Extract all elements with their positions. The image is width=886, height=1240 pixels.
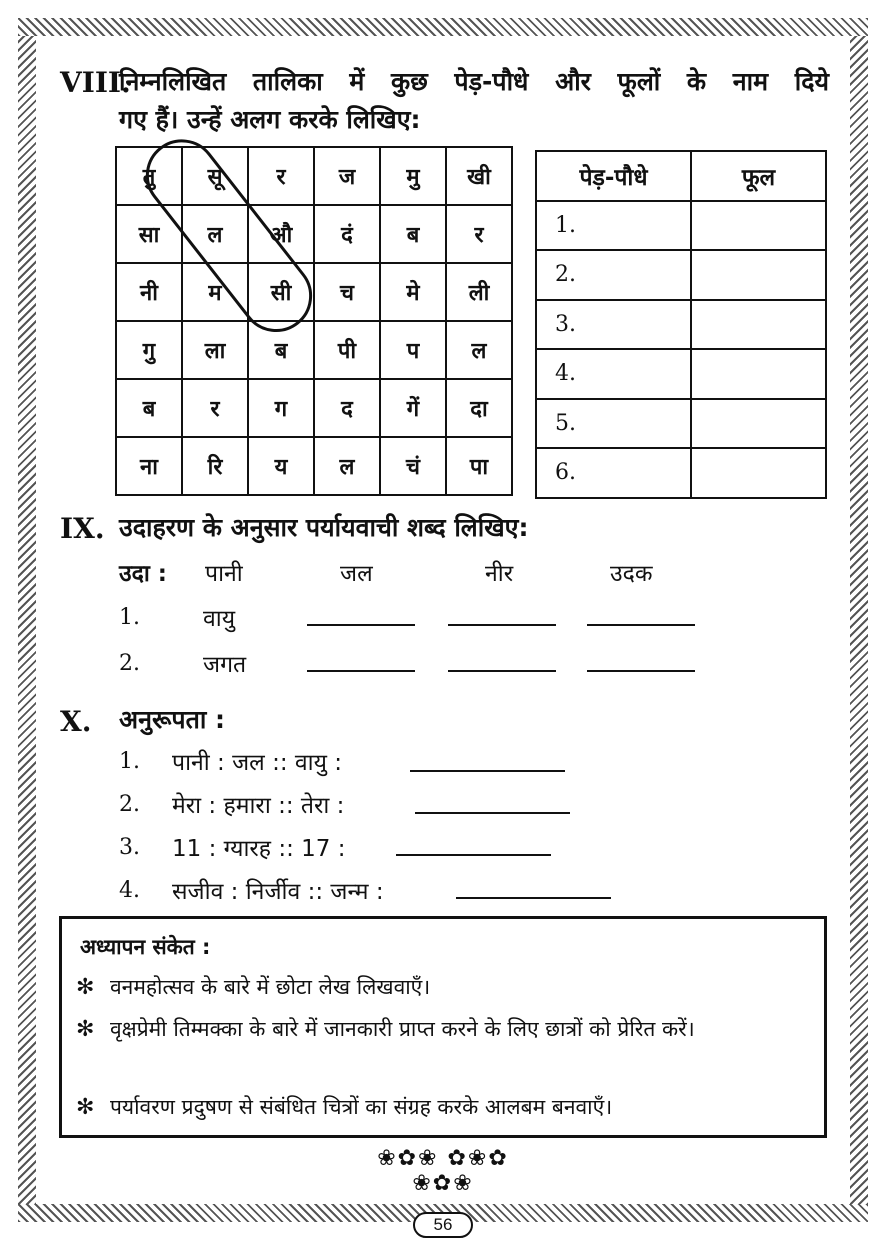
answer-row-number[interactable]: 4.: [536, 349, 691, 399]
floral-ornament-icon: ❀✿❀ ✿❀✿ ❀✿❀: [377, 1146, 509, 1196]
grid-cell: ला: [182, 321, 248, 379]
example-synonym-3: उदक: [610, 561, 653, 587]
example-synonym-1: जल: [340, 561, 373, 587]
answer-blank[interactable]: [415, 812, 570, 814]
answer-row: [536, 349, 826, 399]
section-9-title: उदाहरण के अनुसार पर्यायवाची शब्द लिखिए:: [119, 513, 529, 542]
column-header-flowers: फूल: [691, 151, 826, 201]
analogy-2-text: मेरा : हमारा :: तेरा :: [172, 793, 345, 819]
answer-row-number[interactable]: 1.: [536, 201, 691, 251]
analogy-4-text: सजीव : निर्जीव :: जन्म :: [172, 879, 384, 905]
grid-cell: तु: [116, 147, 182, 205]
grid-cell: चं: [380, 437, 446, 495]
asterisk-bullet-icon: ✻: [76, 1095, 95, 1120]
analogy-1-text: पानी : जल :: वायु :: [172, 750, 343, 776]
grid-cell: नी: [116, 263, 182, 321]
grid-cell: सू: [182, 147, 248, 205]
grid-cell: मे: [380, 263, 446, 321]
section-8-title-line1: निम्नलिखित तालिका में कुछ पेड़-पौधे और फूलों के नाम दिये: [119, 67, 829, 96]
grid-cell: सी: [248, 263, 314, 321]
grid-cell: ब: [248, 321, 314, 379]
grid-cell: औ: [248, 205, 314, 263]
answer-blank[interactable]: [396, 854, 551, 856]
answer-cell-flower[interactable]: [691, 300, 826, 350]
answer-row: [536, 448, 826, 498]
grid-row: [116, 379, 512, 437]
teaching-note: ✻ पर्यावरण प्रदुषण से संबंधित चित्रों का संग्रह करके आलबम बनवाएँ।: [76, 1089, 810, 1126]
grid-cell: ग: [248, 379, 314, 437]
teaching-notes-box: [59, 916, 827, 1138]
column-header-trees: पेड़-पौधे: [536, 151, 691, 201]
grid-row: [116, 321, 512, 379]
teaching-note: ✻ वृक्षप्रेमी तिम्मक्का के बारे में जानकारी प्राप्त करने के लिए छात्रों को प्रेरित करें।: [76, 1011, 810, 1048]
grid-row: [116, 263, 512, 321]
grid-cell: प: [380, 321, 446, 379]
answer-blank[interactable]: [587, 624, 695, 626]
page-number: 56: [413, 1212, 473, 1238]
answer-cell-flower[interactable]: [691, 349, 826, 399]
answer-blank[interactable]: [448, 624, 556, 626]
grid-cell: म: [182, 263, 248, 321]
answer-blank[interactable]: [307, 624, 415, 626]
synonym-item-2-word: जगत: [203, 652, 247, 678]
grid-cell: सा: [116, 205, 182, 263]
grid-cell: गु: [116, 321, 182, 379]
grid-cell: ली: [446, 263, 512, 321]
answer-blank[interactable]: [587, 670, 695, 672]
answer-row: [536, 250, 826, 300]
grid-row: [116, 205, 512, 263]
section-9-number: IX.: [60, 512, 105, 545]
grid-cell: मु: [380, 147, 446, 205]
example-synonym-2: नीर: [485, 561, 514, 587]
teaching-note: ✻ वनमहोत्सव के बारे में छोटा लेख लिखवाएँ।: [76, 969, 810, 1006]
grid-cell: च: [314, 263, 380, 321]
synonym-item-2-number: 2.: [119, 651, 140, 676]
answer-cell-flower[interactable]: [691, 448, 826, 498]
answer-blank[interactable]: [448, 670, 556, 672]
letter-grid: [115, 146, 513, 496]
answer-cell-flower[interactable]: [691, 201, 826, 251]
answer-row: [536, 201, 826, 251]
grid-row: [116, 437, 512, 495]
analogy-3-number: 3.: [119, 835, 140, 860]
grid-cell: ल: [314, 437, 380, 495]
synonym-item-1-word: वायु: [203, 606, 236, 632]
answer-table: [535, 150, 827, 499]
answer-row: [536, 399, 826, 449]
grid-cell: द: [314, 379, 380, 437]
grid-cell: ना: [116, 437, 182, 495]
grid-cell: ब: [380, 205, 446, 263]
section-10-number: X.: [60, 705, 92, 738]
grid-cell: रि: [182, 437, 248, 495]
analogy-1-number: 1.: [119, 749, 140, 774]
asterisk-bullet-icon: ✻: [76, 1017, 95, 1042]
grid-cell: ल: [446, 321, 512, 379]
grid-cell: पी: [314, 321, 380, 379]
answer-cell-flower[interactable]: [691, 399, 826, 449]
answer-blank[interactable]: [307, 670, 415, 672]
grid-cell: खी: [446, 147, 512, 205]
grid-cell: पा: [446, 437, 512, 495]
grid-cell: ल: [182, 205, 248, 263]
answer-blank[interactable]: [456, 897, 611, 899]
example-label: उदा :: [119, 561, 167, 587]
asterisk-bullet-icon: ✻: [76, 975, 95, 1000]
answer-row-number[interactable]: 3.: [536, 300, 691, 350]
grid-cell: र: [182, 379, 248, 437]
example-word: पानी: [205, 561, 243, 587]
answer-row: [536, 300, 826, 350]
answer-row-number[interactable]: 5.: [536, 399, 691, 449]
grid-cell: ब: [116, 379, 182, 437]
grid-cell: गें: [380, 379, 446, 437]
answer-row-number[interactable]: 2.: [536, 250, 691, 300]
grid-cell: ज: [314, 147, 380, 205]
synonym-item-1-number: 1.: [119, 605, 140, 630]
answer-cell-flower[interactable]: [691, 250, 826, 300]
grid-cell: दं: [314, 205, 380, 263]
grid-cell: दा: [446, 379, 512, 437]
analogy-2-number: 2.: [119, 792, 140, 817]
analogy-4-number: 4.: [119, 878, 140, 903]
section-10-title: अनुरूपता :: [119, 705, 226, 734]
analogy-3-text: 11 : ग्यारह :: 17 :: [172, 836, 346, 862]
grid-row: [116, 147, 512, 205]
grid-cell: र: [248, 147, 314, 205]
section-8-number: VIII.: [60, 66, 131, 99]
teaching-notes-title: अध्यापन संकेत :: [80, 935, 211, 959]
section-8-title-line2: गए हैं। उन्हें अलग करके लिखिए:: [119, 105, 421, 134]
grid-cell: य: [248, 437, 314, 495]
answer-blank[interactable]: [410, 770, 565, 772]
grid-cell: र: [446, 205, 512, 263]
answer-row-number[interactable]: 6.: [536, 448, 691, 498]
